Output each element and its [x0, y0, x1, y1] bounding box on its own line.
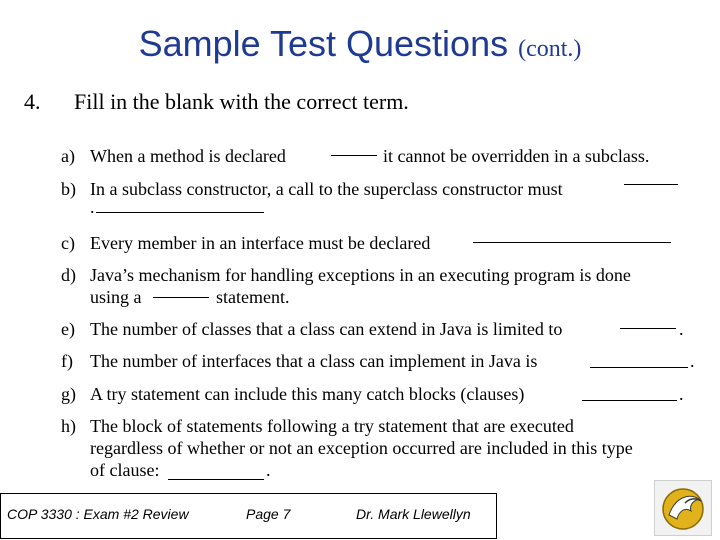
- question-text: Fill in the blank with the correct term.: [74, 89, 409, 114]
- item-e-letter: e): [61, 319, 75, 339]
- item-a-blank: [331, 155, 377, 156]
- pegasus-logo-icon: [654, 480, 712, 536]
- footer-course: COP 3330 : Exam #2 Review: [7, 506, 189, 522]
- item-e-text-end: .: [679, 319, 684, 339]
- item-f-text-end: .: [690, 351, 695, 371]
- item-h-text-2: regardless of whether or not an exception occurred are included in this type: [90, 438, 633, 458]
- slide-title: [0, 20, 720, 73]
- item-c-letter: c): [61, 233, 75, 253]
- item-f-blank: [590, 367, 688, 368]
- item-h-text-end: .: [266, 460, 271, 480]
- item-g-blank: [582, 400, 677, 401]
- item-h-text-3: of clause:: [90, 460, 160, 480]
- item-a-text: When a method is declared: [90, 146, 286, 166]
- item-f-text: The number of interfaces that a class can implement in Java is: [90, 351, 538, 371]
- item-d-text-3: statement.: [216, 287, 290, 307]
- footer-author: Dr. Mark Llewellyn: [356, 506, 471, 522]
- item-d-letter: d): [61, 265, 76, 285]
- footer-page: Page 7: [246, 506, 291, 522]
- slide-title-sub: (cont.): [518, 36, 582, 62]
- slide-title-main: Sample Test Questions: [138, 23, 509, 64]
- item-g-letter: g): [61, 384, 76, 404]
- item-e-blank: [620, 328, 676, 329]
- item-c-text: Every member in an interface must be declared: [90, 233, 431, 253]
- item-c-blank: [473, 242, 671, 243]
- item-g-text-end: .: [679, 384, 684, 404]
- item-g-text: A try statement can include this many catch blocks (clauses): [90, 384, 525, 404]
- item-b-blank-1: [624, 184, 678, 185]
- item-d-text-2: using a: [90, 287, 142, 307]
- item-a-text-end: it cannot be overridden in a subclass.: [383, 146, 650, 166]
- item-a-letter: a): [61, 146, 75, 166]
- item-b-text: In a subclass constructor, a call to the superclass constructor must: [90, 179, 563, 199]
- item-f-letter: f): [61, 351, 73, 371]
- logo-graphic: [655, 481, 711, 535]
- question-number: 4.: [24, 89, 41, 114]
- item-h-blank: [168, 479, 264, 480]
- item-b-text-end: .: [90, 197, 95, 217]
- item-d-text: Java’s mechanism for handling exceptions in an executing program is done: [90, 265, 631, 285]
- item-d-blank: [153, 297, 209, 298]
- item-h-letter: h): [61, 416, 76, 436]
- item-h-text: The block of statements following a try statement that are executed: [90, 416, 574, 436]
- item-b-blank-2: [96, 212, 264, 213]
- item-e-text: The number of classes that a class can extend in Java is limited to: [90, 319, 563, 339]
- item-b-letter: b): [61, 179, 76, 199]
